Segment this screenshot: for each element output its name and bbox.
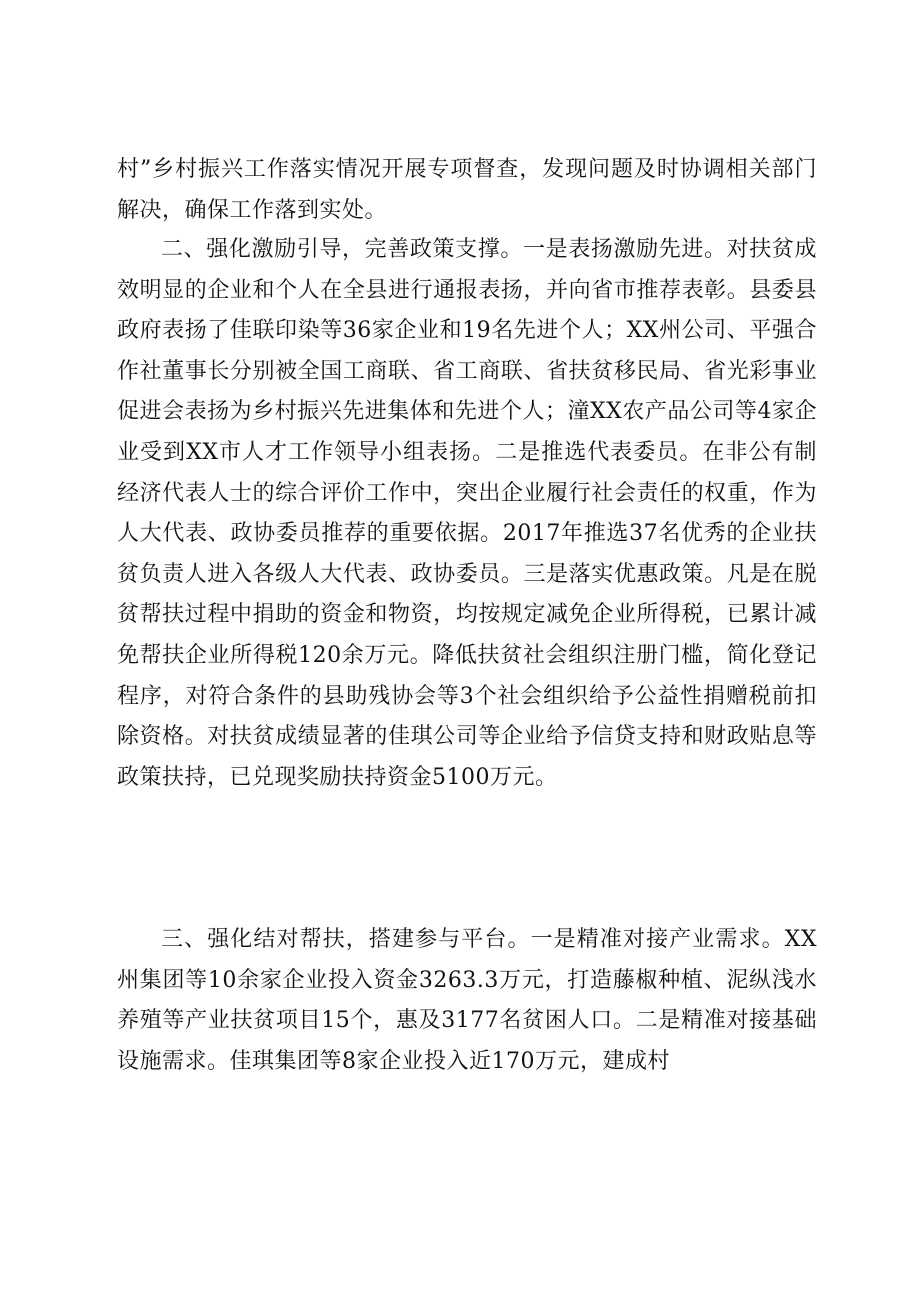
paragraph-section-three: 三、强化结对帮扶，搭建参与平台。一是精准对接产业需求。XX州集团等10余家企业投入资金3263.3万元，打造藤椒种植、泥纵浅水养殖等产业扶贫项目15个，惠及3177名贫困人口。二是精准对接基础设施需求。佳琪集团等8家企业投入近170万元，建成村 — [117, 927, 817, 1074]
paragraph-continuation: 村”乡村振兴工作落实情况开展专项督查，发现问题及时协调相关部门解决，确保工作落到实处。 — [117, 157, 817, 223]
paragraph-section-two: 二、强化激励引导，完善政策支撑。一是表扬激励先进。对扶贫成效明显的企业和个人在全县进行通报表扬，并向省市推荐表彰。县委县政府表扬了佳联印染等36家企业和19名先进个人；XX州公司、平强合作社董事长分别被全国工商联、省工商联、省扶贫移民局、省光彩事业促进会表扬为乡村振兴先进集体和先进个人；潼XX农产品公司等4家企业受到XX市人才工作领导小组表扬。二是推选代表委员。在非公有制经济代表人士的综合评价工作中，突出企业履行社会责任的权重，作为人大代表、政协委员推荐的重要依据。2017年推选37名优秀的企业扶贫负责人进入各级人大代表、政协委员。三是落实优惠政策。凡是在脱贫帮扶过程中捐助的资金和物资，均按规定减免企业所得税，已累计减免帮扶企业所得税120余万元。降低扶贫社会组织注册门槛，简化登记程序，对符合条件的县助残协会等3个社会组织给予公益性捐赠税前扣除资格。对扶贫成绩显著的佳琪公司等企业给予信贷支持和财政贴息等政策扶持，已兑现奖励扶持资金5100万元。 — [117, 237, 817, 790]
